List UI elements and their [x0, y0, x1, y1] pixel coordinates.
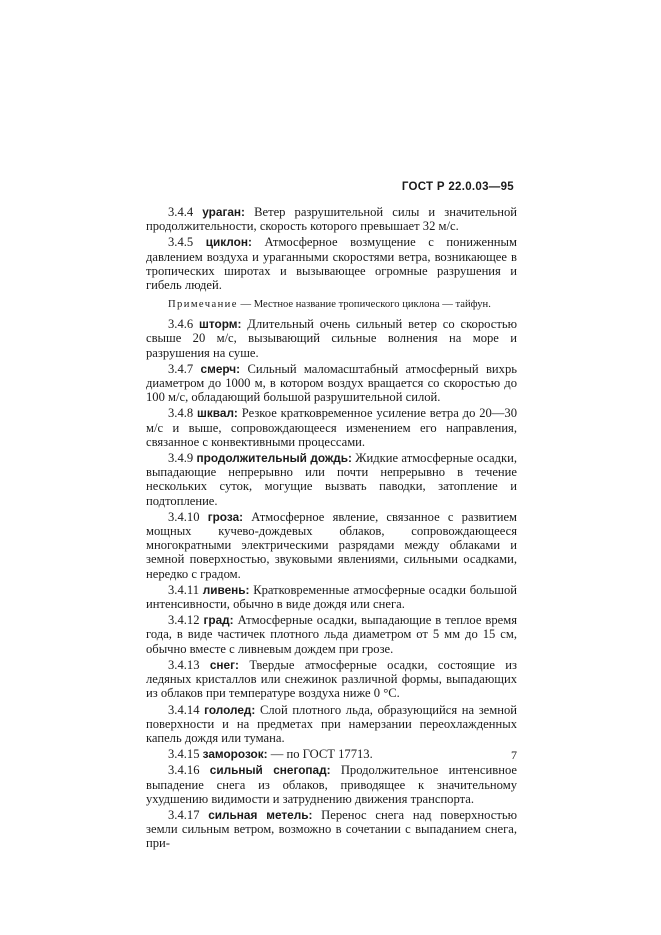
item-text: Атмосферное возмущение с пониженным давлением воздуха и ураганными скоростями ветра, возникающее в тропических широтах и вызывающее огромные разрушения и гибель людей.	[146, 235, 517, 293]
item-text: — по ГОСТ 17713.	[270, 747, 373, 762]
item-term: смерч:	[200, 361, 241, 376]
item-number: 3.4.12	[168, 613, 200, 628]
definition-item	[146, 747, 517, 761]
definition-item	[146, 658, 517, 701]
definition-item	[146, 703, 517, 746]
item-number: 3.4.16	[168, 763, 200, 778]
definition-item	[146, 808, 517, 851]
item-term: снег:	[209, 657, 239, 672]
item-text: Атмосферное явление, связанное с развитием мощных кучево-дождевых облаков, сопровождающееся многократными электрическими разрядами между облаками и земной поверхностью, звуковыми явлениями, сильными осадками, нередко с градом.	[146, 509, 517, 581]
definition-item	[146, 613, 517, 656]
item-text: Слой плотного льда, образующийся на земной поверхности и на предметах при намерзании переохлажденных капель дождя или тумана.	[146, 702, 518, 745]
document-body	[146, 205, 517, 853]
definition-item	[146, 317, 517, 360]
page-number: 7	[511, 748, 517, 762]
item-text: Перенос снега над поверхностью земли сильным ветром, возможно в сочетании с выпаданием снега, при-	[146, 807, 517, 851]
item-text: Жидкие атмосферные осадки, выпадающие непрерывно или почти непрерывно в течение нескольких суток, могущие вызвать паводки, затопление и подтопление.	[146, 451, 518, 508]
item-number: 3.4.7	[168, 361, 194, 376]
definition-item	[146, 406, 517, 449]
item-number: 3.4.9	[168, 451, 194, 466]
definition-item	[146, 235, 517, 292]
note-label: Примечание	[168, 299, 238, 311]
item-term: град:	[203, 613, 234, 628]
definition-item	[146, 205, 517, 233]
item-text: Твердые атмосферные осадки, состоящие из ледяных кристаллов или снежинок различной формы, выпадающих из облаков при температуре воздуха ниже 0 °С.	[146, 657, 518, 701]
item-text: Резкое кратковременное усиление ветра до 20—30 м/с и выше, сопровождающееся изменением его направления, связанное с конвективными процессами.	[146, 406, 517, 449]
item-text: Кратковременные атмосферные осадки большой интенсивности, обычно в виде дождя или снега.	[146, 582, 517, 612]
item-text: Ветер разрушительной силы и значительной продолжительности, скорость которого превышает 32 м/с.	[146, 205, 518, 234]
item-term: гроза:	[207, 509, 244, 524]
item-number: 3.4.6	[168, 317, 194, 332]
note	[146, 298, 517, 311]
item-term: ураган:	[202, 205, 245, 219]
item-term: гололед:	[204, 702, 256, 717]
item-number: 3.4.8	[168, 406, 194, 421]
definition-item	[146, 763, 517, 806]
item-number: 3.4.4	[168, 205, 194, 219]
document-header: ГОСТ Р 22.0.03—95	[401, 181, 514, 193]
item-term: шторм:	[199, 317, 242, 332]
item-number: 3.4.5	[168, 235, 194, 250]
item-term: сильная метель:	[208, 807, 313, 822]
item-text: Сильный маломасштабный атмосферный вихрь диаметром до 1000 м, в котором воздух вращается со скоростью до 100 м/с, обладающий большой разрушительной силой.	[146, 361, 517, 405]
item-term: шквал:	[197, 406, 238, 421]
item-number: 3.4.11	[168, 582, 200, 597]
item-text: Продолжительное интенсивное выпадение снега из облаков, приводящее к значительному ухудшению видимости и затруднению движения транспорта.	[146, 763, 517, 806]
note-text: — Местное название тропического циклона — тайфун.	[240, 299, 491, 311]
item-term: циклон:	[205, 235, 252, 250]
definition-item	[146, 362, 517, 405]
item-term: заморозок:	[202, 747, 268, 762]
item-number: 3.4.13	[168, 657, 200, 672]
item-number: 3.4.10	[168, 509, 200, 524]
item-term: ливень:	[202, 582, 250, 597]
item-term: продолжительный дождь:	[196, 451, 352, 466]
definition-item	[146, 510, 517, 581]
item-text: Атмосферные осадки, выпадающие в теплое время года, в виде частичек плотного льда диаметром от 5 мм до 15 см, обычно вместе с ливневым дождем при грозе.	[146, 613, 518, 656]
definition-item	[146, 583, 517, 611]
item-text: Длительный очень сильный ветер со скоростью свыше 20 м/с, вызывающий сильные волнения на море и разрушения на суше.	[146, 317, 518, 360]
item-number: 3.4.17	[168, 807, 200, 822]
item-term: сильный снегопад:	[209, 763, 331, 778]
item-number: 3.4.14	[168, 702, 200, 717]
definition-item	[146, 451, 517, 508]
item-number: 3.4.15	[168, 747, 200, 762]
